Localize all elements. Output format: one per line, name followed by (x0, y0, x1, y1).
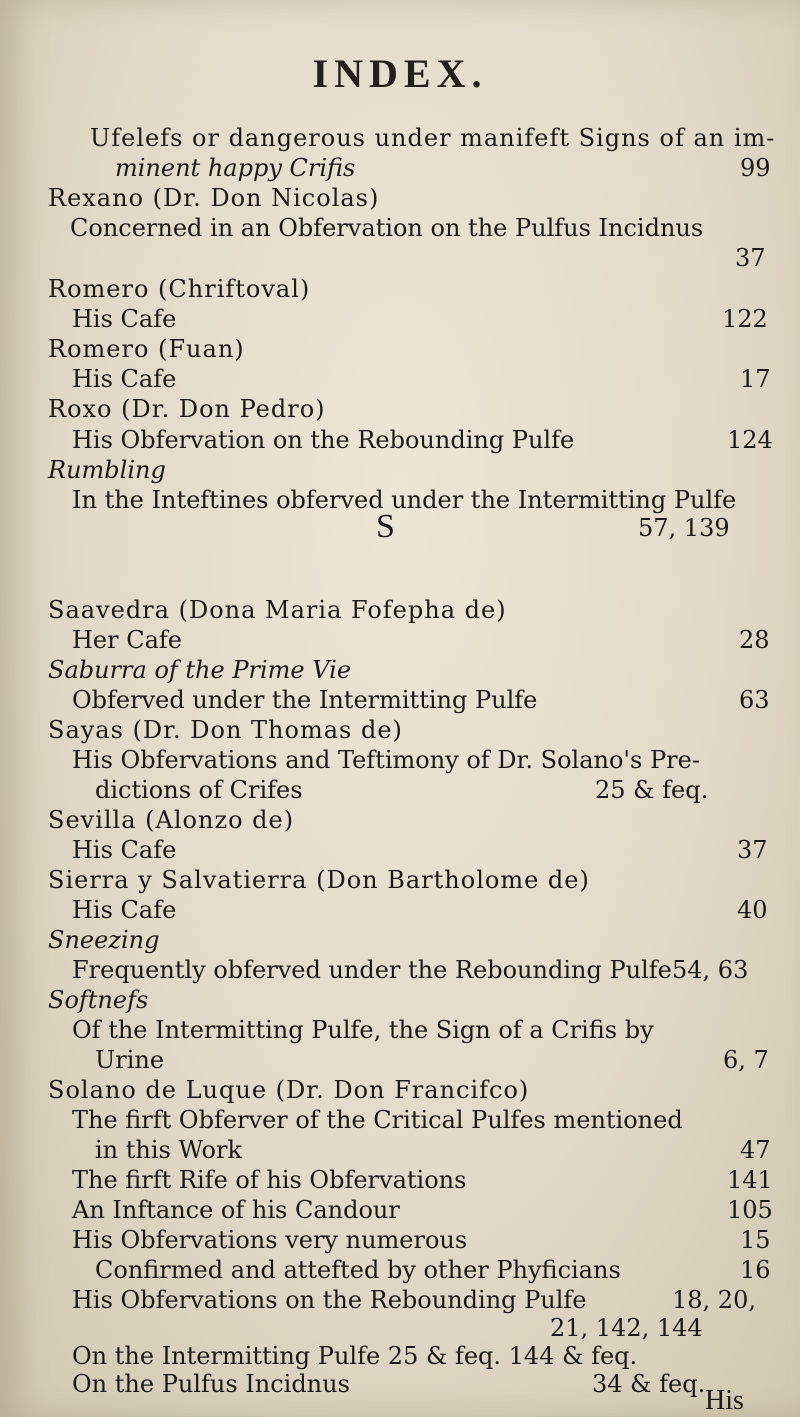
index-line: Softnefs (48, 986, 149, 1014)
index-line: The firft Rife of his Obfervations 141 (72, 1166, 773, 1194)
index-line: 21, 142, 144 (550, 1314, 703, 1342)
index-line: His Obfervation on the Rebounding Pulfe 124 (72, 426, 773, 454)
page-header: INDEX. (312, 51, 488, 96)
index-line: Her Cafe 28 (72, 626, 770, 654)
index-line: On the Intermitting Pulfe 25 & feq. 144 & feq. (72, 1342, 638, 1370)
index-line: On the Pulfus Incidnus 34 & feq. (72, 1370, 706, 1398)
index-line: 57, 139 (638, 514, 730, 542)
catchword: His (705, 1385, 744, 1416)
index-line: Saburra of the Prime Vie (48, 656, 352, 684)
index-line: Sneezing (48, 926, 160, 954)
index-line: 37 (735, 244, 766, 272)
index-line: Concerned in an Obfervation on the Pulfus Incidnus (70, 214, 704, 242)
index-line: His Cafe 17 (72, 365, 771, 393)
index-line: Obferved under the Intermitting Pulfe 63 (72, 686, 770, 714)
index-line: Saavedra (Dona Maria Fofepha de) (48, 596, 507, 624)
index-line: The firft Obferver of the Critical Pulfes mentioned (72, 1106, 683, 1134)
index-line: Solano de Luque (Dr. Don Francifco) (48, 1076, 530, 1104)
index-line: dictions of Crifes 25 & feq. (95, 776, 709, 804)
index-line: Urine 6, 7 (95, 1046, 769, 1074)
index-line: His Obfervations very numerous 15 (72, 1226, 771, 1254)
index-line: Confirmed and attefted by other Phyficians 16 (95, 1256, 771, 1284)
index-line: In the Inteftines obferved under the Intermitting Pulfe (72, 486, 737, 514)
index-line: His Obfervations and Teftimony of Dr. Solano's Pre- (72, 746, 700, 774)
index-line: Ufelefs or dangerous under manifeft Signs of an im- (90, 124, 776, 152)
index-line: Romero (Chriftoval) (48, 275, 311, 303)
index-line: An Inftance of his Candour 105 (72, 1196, 773, 1224)
index-line: His Obfervations on the Rebounding Pulfe 18, 20, (72, 1286, 756, 1314)
index-line: Rumbling (48, 456, 166, 484)
index-line: Of the Intermitting Pulfe, the Sign of a Crifis by (72, 1016, 654, 1044)
index-line: Rexano (Dr. Don Nicolas) (48, 184, 380, 212)
index-line: Frequently obferved under the Rebounding Pulfe 54, 63 (72, 956, 749, 984)
index-line: Romero (Fuan) (48, 335, 245, 363)
index-line: Sayas (Dr. Don Thomas de) (48, 716, 403, 744)
index-line: in this Work 47 (95, 1136, 771, 1164)
index-line: Roxo (Dr. Don Pedro) (48, 395, 326, 423)
index-line: minent happy Crifis 99 (115, 154, 771, 182)
index-line: His Cafe 122 (72, 305, 768, 333)
section-letter: S (376, 508, 395, 545)
index-line: His Cafe 40 (72, 896, 768, 924)
index-line: Sierra y Salvatierra (Don Bartholome de) (48, 866, 590, 894)
index-line: Sevilla (Alonzo de) (48, 806, 295, 834)
index-line: His Cafe 37 (72, 836, 768, 864)
